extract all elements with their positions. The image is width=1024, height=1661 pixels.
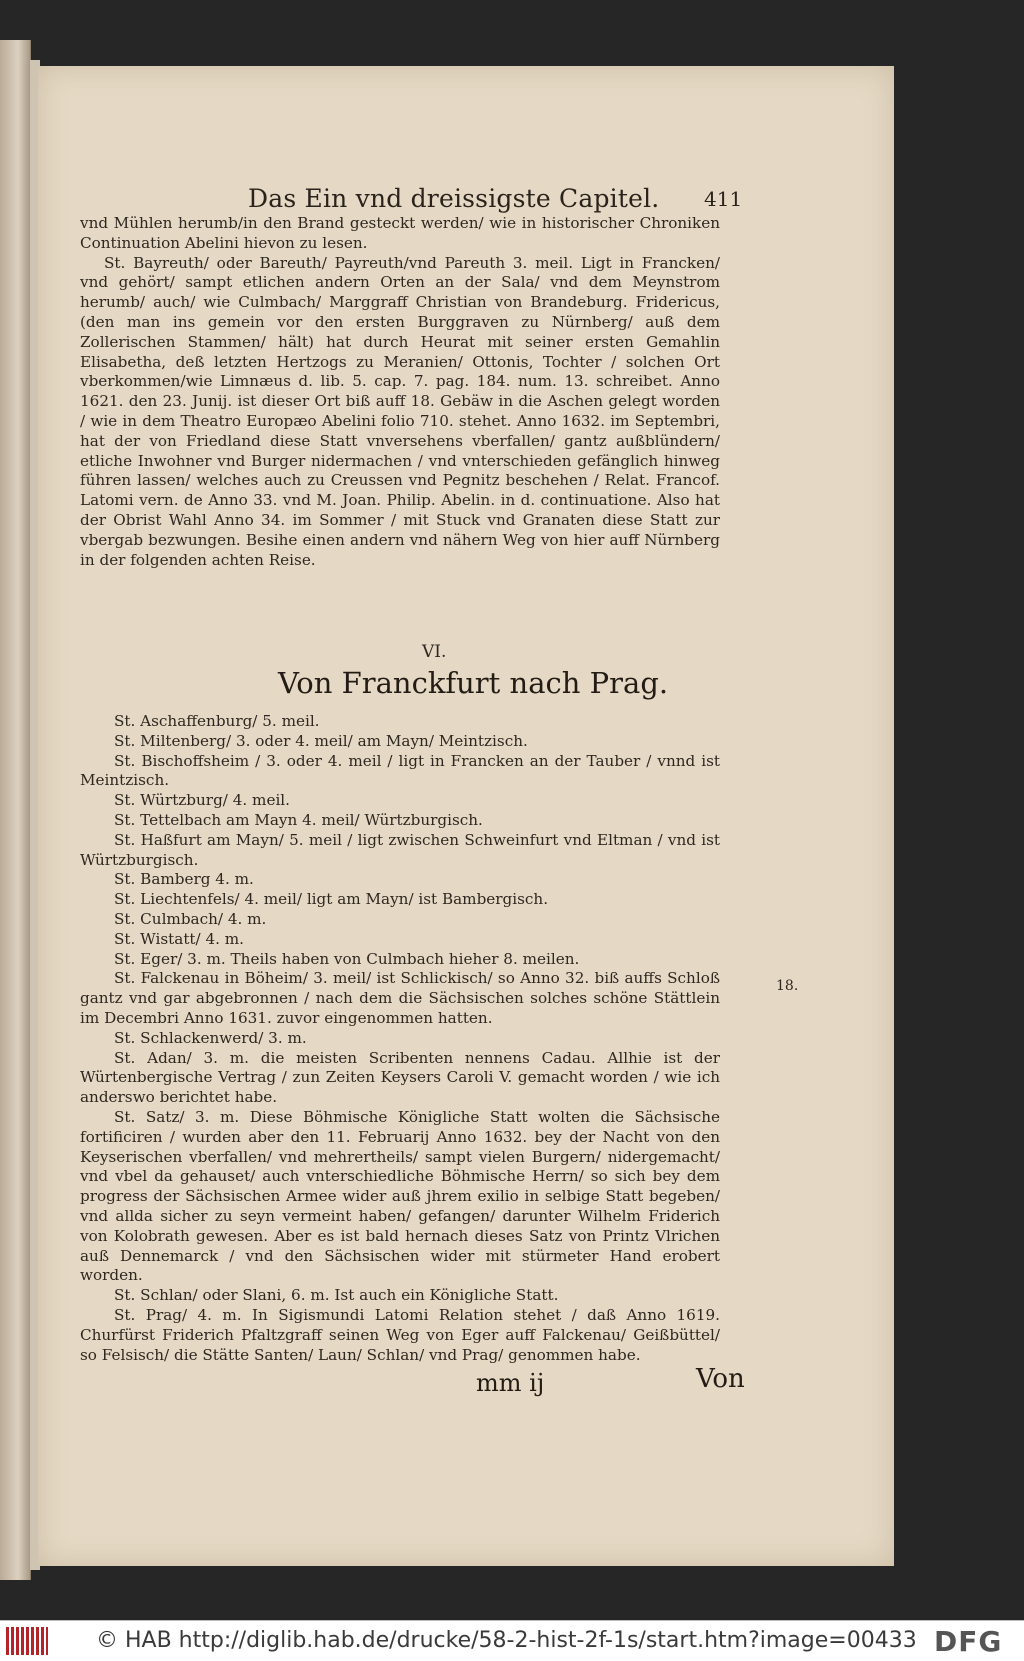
route-entry: St. Prag/ 4. m. In Sigismundi Latomi Relation stehet / daß Anno 1619. Churfürst Friderich Pfaltzgraff seinen Weg von Eger auff Falckenau/ Geißbüttel/ so Felsisch/ die Stätte Santen/ Laun/ Schlan/ vnd Prag/ genommen habe. <box>80 1305 720 1364</box>
route-entry: St. Satz/ 3. m. Diese Böhmische Königliche Statt wolten die Sächsische fortificiren / wurden aber den 11. Februarij Anno 1632. bey der Nacht von den Keyserischen vberfallen/ vnd mehrertheils/ sampt vielen Burgern/ nidergemacht/ vnd vbel da gehauset/ auch vnterschiedliche Böhmische Herrn/ so sich bey dem progress der Sächsischen Armee wider auß jhrem exilio in selbige Statt begeben/ vnd allda sicher zu seyn vermeint haben/ gefangen/ darunter Wilhelm Friderich von Kolobrath gewesen. Aber es ist bald hernach dieses Satz von Printz Vlrichen auß Dennemarck / vnd den Sächsischen wider mit stürmeter Hand erobert worden. <box>80 1107 720 1285</box>
top-text-block <box>80 214 720 570</box>
barcode-icon <box>6 1627 48 1655</box>
source-url[interactable]: © HAB http://diglib.hab.de/drucke/58-2-hist-2f-1s/start.htm?image=00433 <box>96 1628 917 1653</box>
page-number: 411 <box>704 187 743 211</box>
running-head: Das Ein vnd dreissigste Capitel. <box>248 184 660 213</box>
route-entry: St. Würtzburg/ 4. meil. <box>114 791 290 810</box>
route-entry: St. Liechtenfels/ 4. meil/ ligt am Mayn/ ist Bambergisch. <box>114 890 549 909</box>
paragraph-bayreuth: St. Bayreuth/ oder Bareuth/ Payreuth/vnd Pareuth 3. meil. Ligt in Francken/ vnd gehört/ sampt etlichen andern Orten an der Sala/ vnd dem Meynstrom herumb/ auch/ wie Culmbach/ Marggraff Christian von Brandeburg. Fridericus, (den man ins gemein vor den ersten Burggraven zu Nürnberg/ auß dem Zollerischen Stammen/ hält) hat durch Heurat mit seiner ersten Gemahlin Elisabetha, deß letzten Hertzogs zu Meranien/ Ottonis, Tochter / solchen Ort vberkommen/wie Limnæus d. lib. 5. cap. 7. pag. 184. num. 13. schreibet. Anno 1621. den 23. Junij. ist dieser Ort biß auff 18. Gebäw in die Aschen gelegt worden / wie in dem Theatro Europæo Abelini folio 710. stehet. Anno 1632. im Septembri, hat der von Friedland diese Statt vnversehens vberfallen/ gantz außblündern/ etliche Inwohner vnd Burger nidermachen / vnd vnterschieden gefänglich hinweg führen lassen/ welches auch zu Creussen vnd Pegnitz beschehen / Relat. Francof. Latomi vern. de Anno 33. vnd M. Joan. Philip. Abelin. in d. continuatione. Also hat der Obrist Wahl Anno 34. im Sommer / mit Stuck vnd Granaten diese Statt zur vbergab bezwungen. Besihe einen andern vnd nähern Weg von hier auff Nürnberg in der folgenden achten Reise. <box>80 253 720 569</box>
route-entry: St. Bischoffsheim / 3. oder 4. meil / ligt in Francken an der Tauber / vnnd ist Meintzisch. <box>80 751 720 790</box>
route-entry: St. Falckenau in Böheim/ 3. meil/ ist Schlickisch/ so Anno 32. biß auffs Schloß gantz vnd gar abgebronnen / nach dem die Sächsischen solches schöne Stättlein im Decembri Anno 1631. zuvor eingenommen hatten. <box>80 969 720 1027</box>
chapter-title: Von Franckfurt nach Prag. <box>278 666 669 700</box>
route-entries <box>80 712 720 1365</box>
dfg-logo: DFG <box>934 1625 1003 1658</box>
route-entry: St. Tettelbach am Mayn 4. meil/ Würtzburgisch. <box>114 810 483 829</box>
catchword: Von <box>696 1364 745 1394</box>
signature-mark: mm ij <box>476 1369 545 1397</box>
route-entry: St. Schlan/ oder Slani, 6. m. Ist auch ein Königliche Statt. <box>114 1286 559 1305</box>
route-entry: St. Miltenberg/ 3. oder 4. meil/ am Mayn/ Meintzisch. <box>114 731 528 750</box>
chapter-number: VI. <box>422 642 447 662</box>
viewer-footer <box>0 1620 1024 1661</box>
route-entry: St. Schlackenwerd/ 3. m. <box>114 1028 307 1047</box>
route-entry: St. Haßfurt am Mayn/ 5. meil / ligt zwischen Schweinfurt vnd Eltman / vnd ist Würtzburgisch. <box>80 830 720 869</box>
route-entry: St. Bamberg 4. m. <box>114 870 254 889</box>
book-page <box>38 66 894 1566</box>
route-entry: St. Wistatt/ 4. m. <box>114 929 245 948</box>
route-entry: St. Culmbach/ 4. m. <box>114 909 267 928</box>
paragraph-continuation: vnd Mühlen herumb/in den Brand gesteckt werden/ wie in historischer Chroniken Continuation Abelini hievon zu lesen. <box>80 214 720 252</box>
left-page-edge <box>0 40 31 1580</box>
route-entry: St. Adan/ 3. m. die meisten Scribenten nennens Cadau. Allhie ist der Würtenbergische Vertrag / zun Zeiten Keysers Caroli V. gemacht worden / wie ich anderswo berichtet habe. <box>80 1048 720 1107</box>
route-entry: St. Aschaffenburg/ 5. meil. <box>114 712 320 730</box>
route-entry: St. Eger/ 3. m. Theils haben von Culmbach hieher 8. meilen. <box>114 949 580 968</box>
margin-note: 18. <box>776 978 799 994</box>
